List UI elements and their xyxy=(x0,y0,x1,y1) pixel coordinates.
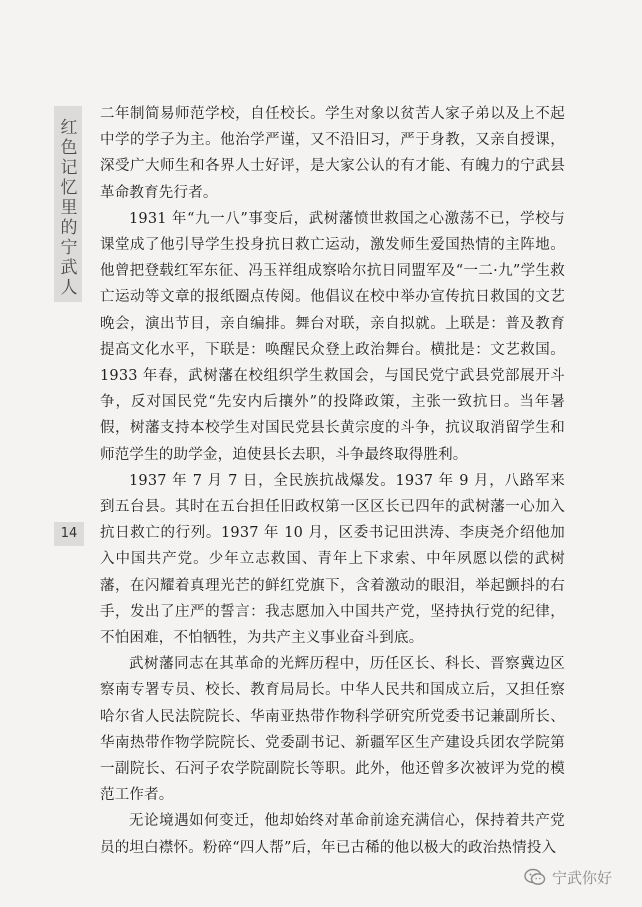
paragraph-3: 1937 年 7 月 7 日，全民族抗战爆发。1937 年 9 月，八路军来到五台县。其时在五台担任旧政权第一区区长已四年的武树藩一心加入抗日救亡的行列。1937 年 10 月，区委书记田洪涛、李庚尧介绍他加入中国共产党。少年立志救国、青年上下求索、中年夙愿以偿的武树藩，在闪耀着真理光芒的鲜红党旗下，含着激动的眼泪，举起颤抖的右手，发出了庄严的誓言：我志愿加入中国共产党，坚持执行党的纪律，不怕困难，不怕牺牲，为共产主义事业奋斗到底。 xyxy=(100,472,565,647)
wechat-icon xyxy=(524,868,546,886)
watermark xyxy=(524,864,612,890)
paragraph-4: 武树藩同志在其革命的光辉历程中，历任区长、科长、晋察冀边区察南专署专员、校长、教育局局长。中华人民共和国成立后，又担任察哈尔省人民法院院长、华南亚热带作物科学研究所党委书记兼副所长、华南热带作物学院院长、党委副书记、新疆军区生产建设兵团农学院第一副院长、石河子农学院副院长等职。此外，他还曾多次被评为党的模范工作者。 xyxy=(100,656,565,804)
paragraph-1: 二年制简易师范学校，自任校长。学生对象以贫苦人家子弟以及上不起中学的学子为主。他治学严谨，又不沿旧习，严于身教，又亲自授课，深受广大师生和各界人士好评，是大家公认的有才能、有魄力的宁武县革命教育先行者。 xyxy=(100,106,565,201)
watermark-text: 宁武你好 xyxy=(552,868,613,887)
page-number: 14 xyxy=(54,522,84,546)
body-text xyxy=(100,101,565,861)
book-side-title: 红色记忆里的宁武人 xyxy=(60,118,78,298)
paragraph-2: 1931 年“九一八”事变后，武树藩愤世救国之心激荡不已，学校与课堂成了他引导学生投身抗日救亡运动，激发师生爱国热情的主阵地。他曾把登载红军东征、冯玉祥组成察哈尔抗日同盟军及“一二·九”学生救亡运动等文章的报纸圈点传阅。他倡议在校中举办宣传抗日救国的文艺晚会，演出节目，亲自编排。舞台对联，亲自拟就。上联是：普及教育提高文化水平，下联是：唤醒民众登上政治舞台。横批是：文艺救国。1933 年春，武树藩在校组织学生救国会，与国民党宁武县党部展开斗争，反对国民党“先安内后攘外”的投降政策，主张一致抗日。当年暑假，树藩支持本校学生对国民党县长黄宗度的斗争，抗议取消留学生和师范学生的助学金，迫使县长去职，斗争最终取得胜利。 xyxy=(100,210,565,463)
paragraph-5: 无论境遇如何变迁，他却始终对革命前途充满信心，保持着共产党员的坦白襟怀。粉碎“四人帮”后，年已古稀的他以极大的政治热情投入 xyxy=(100,813,565,856)
